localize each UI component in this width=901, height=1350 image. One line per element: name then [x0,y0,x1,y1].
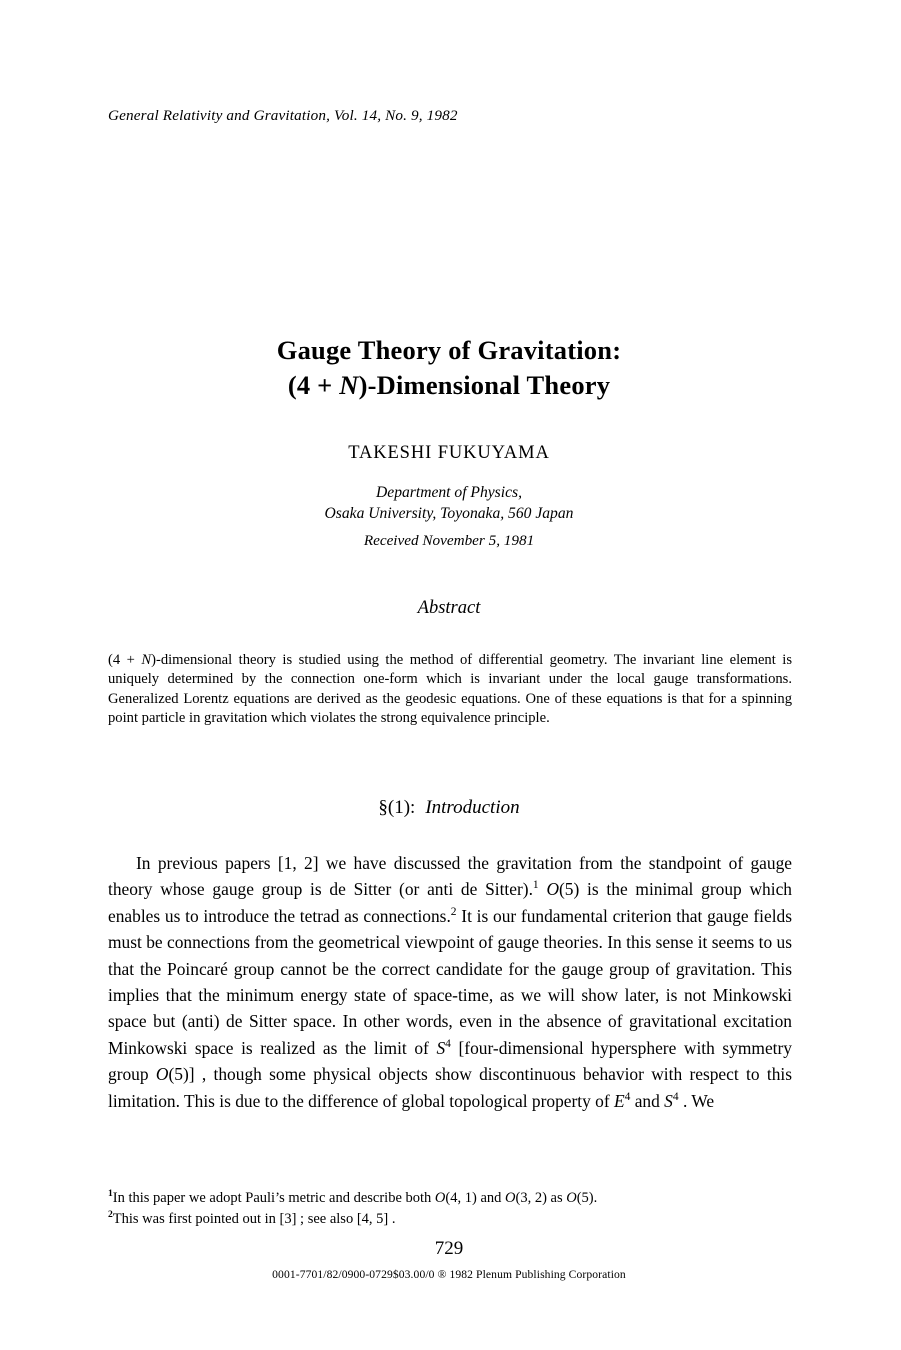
footnote-ref-1[interactable]: 1 [532,879,539,892]
page-number: 729 [434,1238,464,1259]
article-title [108,333,790,403]
footnote-1-text-a: In this paper we adopt Pauli’s metric and describe both [112,1190,435,1206]
received-date: Received November 5, 1981 [363,532,535,549]
section-title: Introduction [425,797,520,818]
title-line-2 [108,368,790,403]
abstract-symbol-n: N [141,652,152,668]
affiliation-line-1: Department of Physics, [376,484,522,501]
body-symbol-o-2: O [155,1064,169,1085]
title-line-2-prefix: (4 + [287,370,340,400]
footnote-2 [108,1209,792,1230]
footnotes-block [108,1188,792,1229]
footnote-1 [108,1188,792,1209]
body-seg-3: It is our fundamental criterion that gauge fields must be connections from the geometrical viewpoint of gauge theories. In this sense it seems to us that the Poincaré group cannot be the correct candidate for the gauge group of gravitation. This implies that the minimum energy state of space-time, as we will show later, is not Minkowski space but (anti) de Sitter space. In other words, even in the absence of gravitational excitation Minkowski space is realized as the limit of [108,905,792,1058]
body-seg-5: [four-dimensional hypersphere with symmetry group [108,1037,792,1085]
footnote-1-text-b: (4, 1) and [445,1190,505,1206]
body-seg-2: (5) is the minimal group which enables us to introduce the tetrad as connections. [108,879,792,926]
footnote-1-text-d: (5). [576,1190,598,1206]
body-symbol-s-2: S [664,1090,673,1111]
body-seg-11: . We [678,1090,715,1111]
body-symbol-e-1: E [613,1090,625,1111]
footnote-1-marker: 1 [108,1188,113,1200]
section-heading [108,797,790,819]
footnote-2-text: This was first pointed out in [3] ; see also [4, 5] . [112,1210,396,1227]
body-exponent-1: 4 [445,1038,451,1051]
abstract-body [108,651,792,728]
body-seg-1: In previous papers [1, 2] we have discussed the gravitation from the standpoint of gauge theory whose gauge group is de Sitter (or anti de Sitter). [108,853,792,900]
abstract-seg-1: (4 + [108,652,142,668]
abstract-heading: Abstract [417,598,481,618]
footnote-1-symbol-o-2: O [505,1190,516,1206]
body-exponent-3: 4 [672,1090,679,1103]
author-name: TAKESHI FUKUYAMA [348,443,550,463]
body-paragraph-1 [108,850,792,1114]
body-exponent-2: 4 [624,1090,631,1103]
footnote-2-marker: 2 [108,1208,113,1220]
section-number: §(1): [378,797,416,818]
body-seg-9: and [630,1090,665,1111]
affiliation-line-2: Osaka University, Toyonaka, 560 Japan [324,504,574,522]
title-line-2-symbol-n: N [339,370,359,400]
footnote-ref-2[interactable]: 2 [450,906,457,919]
title-line-2-suffix: )-Dimensional Theory [358,370,611,400]
body-symbol-o-1: O [546,879,559,900]
copyright-line: 0001-7701/82/0900-0729$03.00/0 ® 1982 Plenum Publishing Corporation [272,1268,626,1281]
body-symbol-s-1: S [436,1037,446,1058]
title-line-1: Gauge Theory of Gravitation: [276,335,622,365]
abstract-seg-3: )-dimensional theory is studied using the method of differential geometry. The invariant line element is uniquely determined by the connection one-form which is invariant under the local gauge transformations. Generalized Lorentz equations are derived as the geodesic equations. One of these equations is that for a spinning point particle in gravitation which violates the strong equivalence principle. [108,652,793,726]
journal-running-head: General Relativity and Gravitation, Vol. 14, No. 9, 1982 [108,107,458,124]
body-text [108,850,792,1114]
author-affiliation [108,483,790,524]
body-seg-7: (5)] , though some physical objects show discontinuous behavior with respect to this limitation. This is due to the difference of global topological property of [108,1064,793,1111]
footnote-1-symbol-o-1: O [434,1190,446,1206]
footnote-1-symbol-o-3: O [566,1190,577,1206]
footnote-1-text-c: (3, 2) as [515,1190,567,1206]
